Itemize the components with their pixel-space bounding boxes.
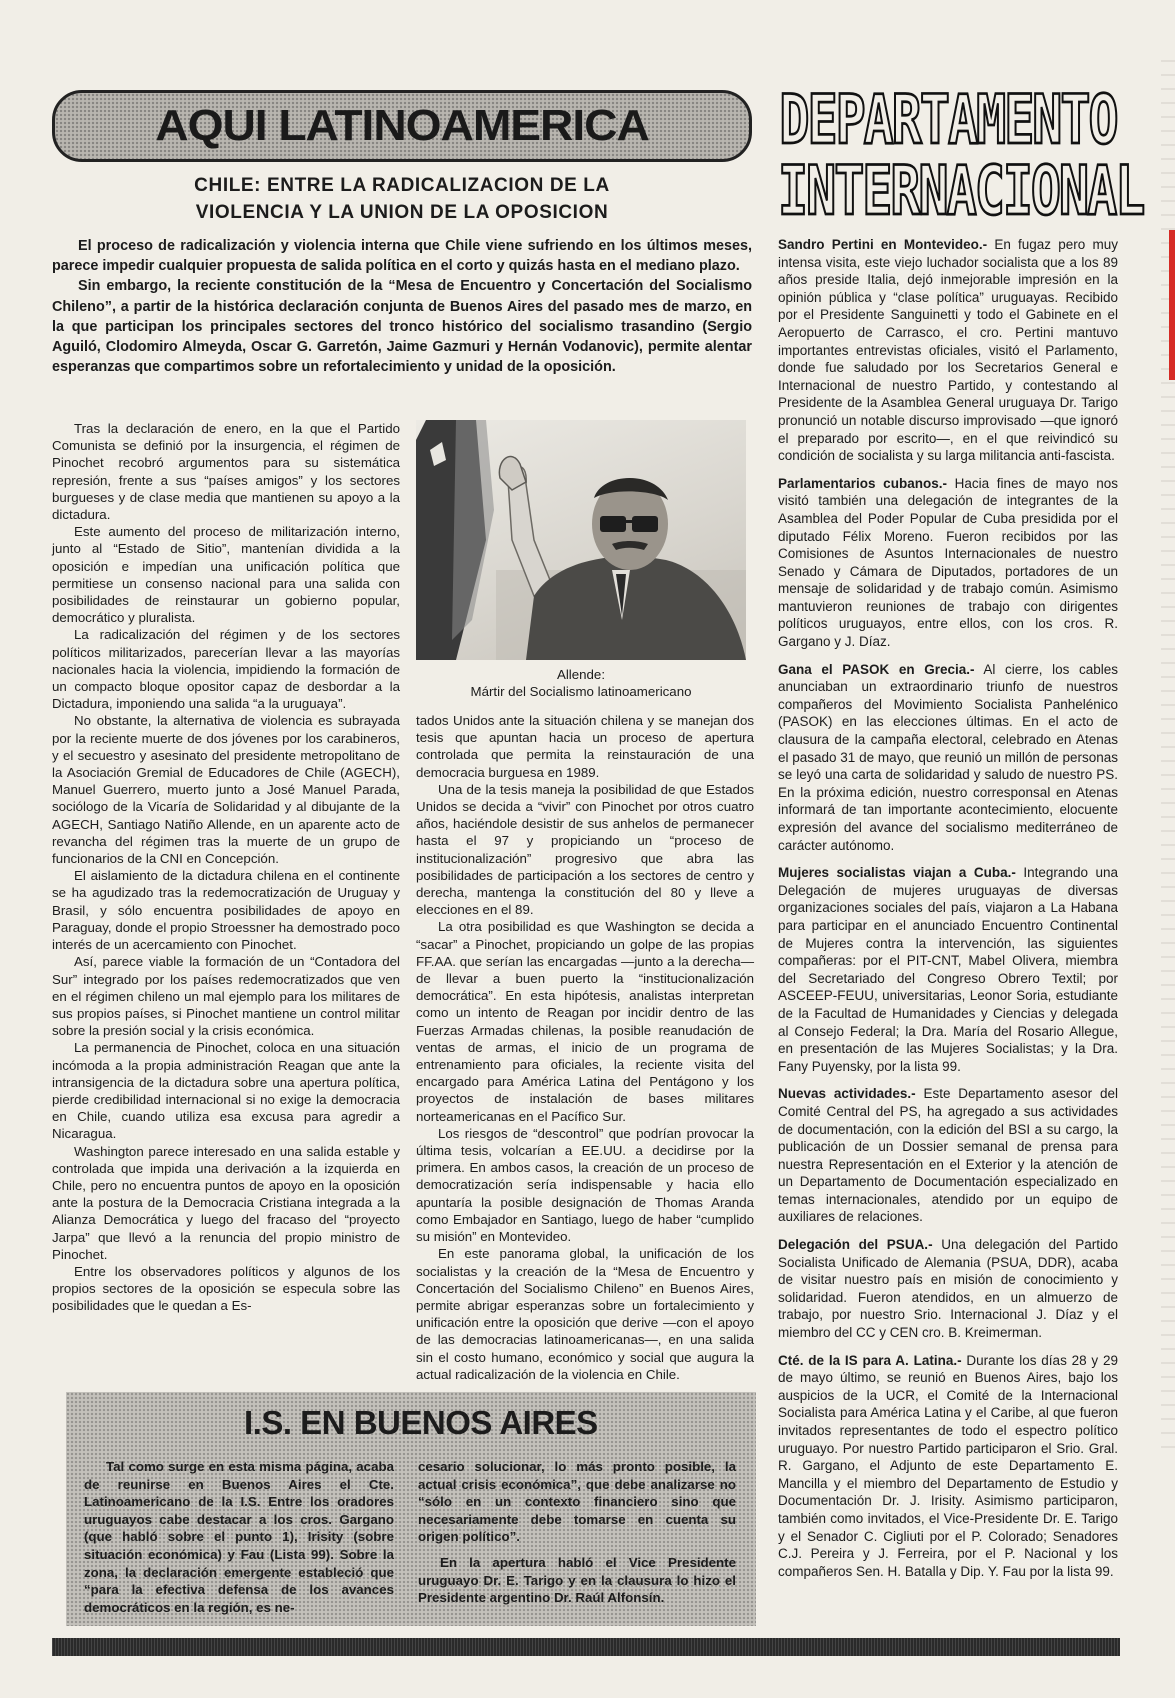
paragraph: No obstante, la alternativa de violencia es subrayada por la reciente muerte de dos jóvenes por los carabineros, y el secuestro y asesinato del presidente metropolitano de la Asociación Gremial de Educadores de Chile (AGECH), Manuel Guerrero, muerto junto a José Manuel Parada, sociólogo de la Vicaría de Solidaridad y al dibujante de la AGECH, Santiago Natiño Allende, en un aparente acto de revancha del régimen tras la muerte de un grupo de funcionarios de la CNI en Concepción. <box>52 713 400 867</box>
news-text: Una delegación del Partido Socialista Unificado de Alemania (PSUA, DDR), acaba de visitar nuestro país en misión de conocimiento y solidaridad. Fueron atendidos, en un almuerzo de trabajo, por nuestro Srio. Internacional J. Díaz y el miembro del CC y CEN cro. B. Kreimerman. <box>778 1237 1118 1341</box>
paragraph: La radicalización del régimen y de los sectores políticos militarizados, parecerían llevar a las mayorías nacionales hacia la violencia, impidiendo la formación de un compacto bloque opositor capaz de desbordar a la Dictadura, imponiendo una salida “a la uruguaya”. <box>52 627 400 712</box>
paragraph: En este panorama global, la unificación de los socialistas y la creación de la “Mesa de Encuentro y Concertación del Socialismo Chileno” en Buenos Aires, permite abrigar esperanzas sobre un fortalecimiento y unificación entre la oposición que derive —con el apoyo de las democracias latinoamericanas—, en una salida sin el costo humano, económico y social que augura la actual radicalización de la violencia en Chile. <box>416 1246 754 1382</box>
news-text: Integrando una Delegación de mujeres uruguayas de diversas organizaciones sociales del país, viajaron a La Habana para participar en el anunciado Encuentro Continental de Mujeres contra la intervención, las siguientes compañeras: por el PIT-CNT, Mabel Olivera, miembra del Secretariado del Congreso Obrero Textil; por ASCEEP-FEUU, universitarias, Leonor Soria, estudiante de la Facultad de Humanidades y Ciencias y delegada al Consejo Federal; la Dra. María del Rosario Allegue, en presentación de las Mujeres Socialistas; y la Dra. Fany Puyensky, por la lista 99. <box>778 865 1118 1074</box>
paragraph: Washington parece interesado en una salida estable y controlada que impida una derivación a la izquierda en Chile, pero no encuentra puntos de apoyo en la oposición ante la postura de la Democracia Cristiana integrada a la Alianza Democrática y luego del fracaso del “proyecto Jarpa” que llevó a la renuncia del propio ministro de Pinochet. <box>52 1143 400 1262</box>
allende-photo <box>416 420 746 660</box>
paragraph: Tal como surge en esta misma página, acaba de reunirse en Buenos Aires el Cte. Latinoamericano de la I.S. Entre los oradores uruguayos cabe destacar a los cros. Gargano (que habló sobre el punto 1), Irisity (sobre situación económica) y Fau (Lista 99). Sobre la zona, la declaración emergente estableció que “para la efectiva defensa de los avances democráticos en la región, es ne- <box>84 1459 394 1615</box>
paragraph: En la apertura habló el Vice Presidente uruguayo Dr. E. Tarigo y en la clausura lo hizo el Presidente argentino Dr. Raúl Alfonsín. <box>418 1554 736 1606</box>
is-box-column-2 <box>418 1458 736 1615</box>
news-item <box>778 1085 1118 1226</box>
paragraph: cesario solucionar, lo más pronto posible, la actual crisis económica”, que debe analizarse no “sólo en un contexto financiero sino que necesariamente debe tomarse en cuenta su origen político”. <box>418 1459 736 1545</box>
article-lead <box>52 236 752 377</box>
department-title <box>778 80 1144 235</box>
paragraph: La otra posibilidad es que Washington se decida a “sacar” a Pinochet, propiciando un golpe de las propias FF.AA. que serían las encargadas —junto a la derecha— de llevar a buen puerto la “institucionalización democrática”. En esta hipótesis, analistas interpretan como un intento de Reagan por incidir dentro de las Fuerzas Armadas chilenas, la posible reanudación de ventas de armas, el inicio de un programa de entrenamiento para oficiales, la reciente visita del encargado para América Latina del Pentágono y los proyectos de instalación de bases militares norteamericanas en el Pacífico Sur. <box>416 919 754 1124</box>
news-heading: Gana el PASOK en Grecia.- <box>778 661 975 677</box>
photo-caption <box>416 666 746 700</box>
news-heading: Delegación del PSUA.- <box>778 1237 933 1253</box>
paragraph: El aislamiento de la dictadura chilena en el continente se ha agudizado tras la redemocratización de Uruguay y Brasil, y sólo encuentra posibilidades de apoyo en Paraguay, donde el propio Stroessner ha demostrado poco interés de un acercamiento con Pinochet. <box>52 868 400 953</box>
news-text: En fugaz pero muy intensa visita, este viejo luchador socialista que a los 89 años preside Italia, dejó inmejorable impresión en la opinión pública y “clase política” uruguayas. Recibido por el Presidente Sanguinetti y todo el Gabinete en el Aeropuerto de Carrasco, el cro. Pertini mantuvo importantes entrevistas oficiales, visitó el Parlamento, donde fue saludado por los Secretarios General e Internacional de nuestro Partido, y contestando al Presidente de la Asamblea General uruguaya Dr. Tarigo pronunció un notable discurso improvisado —que ignoró el preparado por escrito—, en el que reivindicó su condición de socialista y su larga militancia anti-fascista. <box>778 237 1118 464</box>
news-text: Hacia fines de mayo nos visitó también una delegación de integrantes de la Asamblea del Poder Popular de Cuba presidida por el diputado Félix Moreno. Fueron recibidos por las Comisiones de Asuntos Internacionales de nuestro Senado y Cámara de Diputados, portadores de un mensaje de solidaridad y de trabajo común. Asimismo mantuvieron reuniones de trabajo con dirigentes políticos uruguayos, entre ellos, con los cros. R. Gargano y J. Díaz. <box>778 475 1118 650</box>
news-item <box>778 236 1118 465</box>
news-heading: Mujeres socialistas viajan a Cuba.- <box>778 865 1016 881</box>
news-heading: Parlamentarios cubanos.- <box>778 475 947 491</box>
paragraph: Entre los observadores políticos y algunos de los propios sectores de la oposición se especula sobre las posibilidades que le quedan a Es- <box>52 1263 400 1314</box>
news-heading: Cté. de la IS para A. Latina.- <box>778 1352 962 1368</box>
section-title: AQUI LATINOAMERICA <box>155 101 649 150</box>
photo-block <box>416 420 754 700</box>
news-text: Durante los días 28 y 29 de mayo último, se reunió en Buenos Aires, bajo los auspicios de la UCR, el Comité de la Internacional Socialista para América Latina y el Caribe, al que fueron invitados representantes de todo el espectro político uruguayo. Por nuestro Partido participaron el Srio. Gral. R. Gargano, el Adjunto de este Departamento E. Mancilla y el miembro del Departamento de Estudio y Documentación Dr. J. Irisity. Asimismo participaron, también como invitados, el Vice-Presidente Dr. E. Tarigo y el Senador C. Cigliuti por el P. Colorado; Senadores C.J. Pereira y J. Ferreira, por el P. Nacional y los compañeros Sen. H. Batalla y Dip. Y. Fau por la lista 99. <box>778 1352 1119 1579</box>
is-buenos-aires-box <box>66 1392 756 1626</box>
paragraph: La permanencia de Pinochet, coloca en una situación incómoda a la propia administración Reagan que ante la intransigencia de la dictadura sobre una apertura política, pierde credibilidad internacional si no exige la democracia en Chile, cuando utiliza esa excusa para agredir a Nicaragua. <box>52 1040 400 1142</box>
article-column-2 <box>416 712 754 1383</box>
department-title-line2: INTERNACIONAL <box>778 151 1144 230</box>
news-item <box>778 1236 1118 1342</box>
photo-caption-line2: Mártir del Socialismo latinoamericano <box>470 684 692 699</box>
footer-rule <box>52 1638 1120 1656</box>
department-title-line1: DEPARTAMENTO <box>779 80 1117 160</box>
article-headline <box>52 172 752 226</box>
paragraph: tados Unidos ante la situación chilena y se manejan dos tesis que apuntan hacia un proceso de apertura controlada que permita la reinstauración de una democracia burguesa en 1989. <box>416 713 754 780</box>
red-edge-tab <box>1169 230 1175 380</box>
paragraph: Así, parece viable la formación de un “Contadora del Sur” integrado por los países redemocratizados que ven en el régimen chileno un mal ejemplo para los militares de sus propios países, si Pinochet mantiene un control militar sobre la presión social y la crisis económica. <box>52 954 400 1039</box>
allende-photo-illustration <box>416 420 746 660</box>
department-news-column <box>778 236 1118 1590</box>
paragraph: Tras la declaración de enero, en la que el Partido Comunista se definió por la insurgencia, el régimen de Pinochet recobró argumentos para su sistemática represión, frente a sus “países amigos” y los sectores burgueses y de clase media que mantienen su apoyo a la dictadura. <box>52 421 400 523</box>
paragraph: Los riesgos de “descontrol” que podrían provocar la última tesis, volcarían a EE.UU. a decidirse por la primera. En ambos casos, la creación de un proceso de democratización sería indispensable y hacia ello apuntaría la posible designación de Thomas Aranda como Embajador en Santiago, luego de haber “cumplido su misión” en Montevideo. <box>416 1125 754 1245</box>
is-box-title: I.S. EN BUENOS AIRES <box>244 1404 598 1441</box>
news-item <box>778 475 1118 651</box>
lead-paragraph: El proceso de radicalización y violencia interna que Chile viene sufriendo en los últimos meses, parece impedir cualquier propuesta de salida política en el corto y quizás hasta en el mediano plazo. <box>52 238 752 275</box>
news-text: Al cierre, los cables anunciaban un extraordinario triunfo de nuestros compañeros del Movimiento Socialista Panhelénico (PASOK) en las elecciones últimas. En el acto de clausura de la campaña electoral, celebrado en Atenas el pasado 31 de mayo, que reunió un millón de personas se leyó una carta de solidaridad y saludo de nuestro PS. En la próxima edición, nuestro corresponsal en Atenas informará de tan importante acontecimiento, elocuente expresión del avance del socialismo mediterráneo de carácter autónomo. <box>778 661 1118 853</box>
news-item <box>778 864 1118 1075</box>
section-banner <box>52 90 752 162</box>
news-item <box>778 1352 1118 1581</box>
lead-paragraph: Sin embargo, la reciente constitución de la “Mesa de Encuentro y Concertación del Socialismo Chileno”, a partir de la histórica declaración conjunta de Buenos Aires del pasado mes de marzo, en la que participan los principales sectores del tronco histórico del socialismo trasandino (Sergio Aguiló, Clodomiro Almeyda, Oscar G. Garretón, Jaime Gazmuri y Hernán Vodanovic), permite alentar esperanzas que compartimos sobre un refortalecimiento y unidad de la oposición. <box>52 278 752 376</box>
photo-caption-line1: Allende: <box>556 667 606 682</box>
is-box-column-1 <box>84 1458 394 1624</box>
news-item <box>778 661 1118 855</box>
headline-line2: VIOLENCIA Y LA UNION DE LA OPOSICION <box>195 202 609 223</box>
news-heading: Sandro Pertini en Montevideo.- <box>778 237 988 252</box>
headline-line1: CHILE: ENTRE LA RADICALIZACION DE LA <box>194 175 610 196</box>
news-text: Este Departamento asesor del Comité Central del PS, ha agregado a sus actividades de documentación, con la edición del BSI a su cargo, la publicación de un Dossier semanal de prensa para nuestra Representación en el Exterior y la atención de un Departamento de Documentación especializado en temas internacionales, atendido por un equipo de auxiliares de relaciones. <box>778 1086 1118 1225</box>
article-column-1 <box>52 420 400 1315</box>
paragraph: Este aumento del proceso de militarización interno, junto al “Estado de Sitio”, mantenían dividida a la oposición e impedían una unificación política que permitiese un consenso nacional para una salida con posibilidades de reinstaurar un gobierno popular, democrático y pluralista. <box>52 524 400 626</box>
paragraph: Una de la tesis maneja la posibilidad de que Estados Unidos se decida a “vivir” con Pinochet por otros cuatro años, haciéndole desistir de sus anhelos de permanecer hasta el 97 y propiciando un “proceso de institucionalización” progresivo que abra las posibilidades de participación a los sectores de centro y derecha, mantenga la constitución del 80 y lleve a elecciones en el 89. <box>416 781 754 918</box>
news-heading: Nuevas actividades.- <box>778 1086 916 1102</box>
